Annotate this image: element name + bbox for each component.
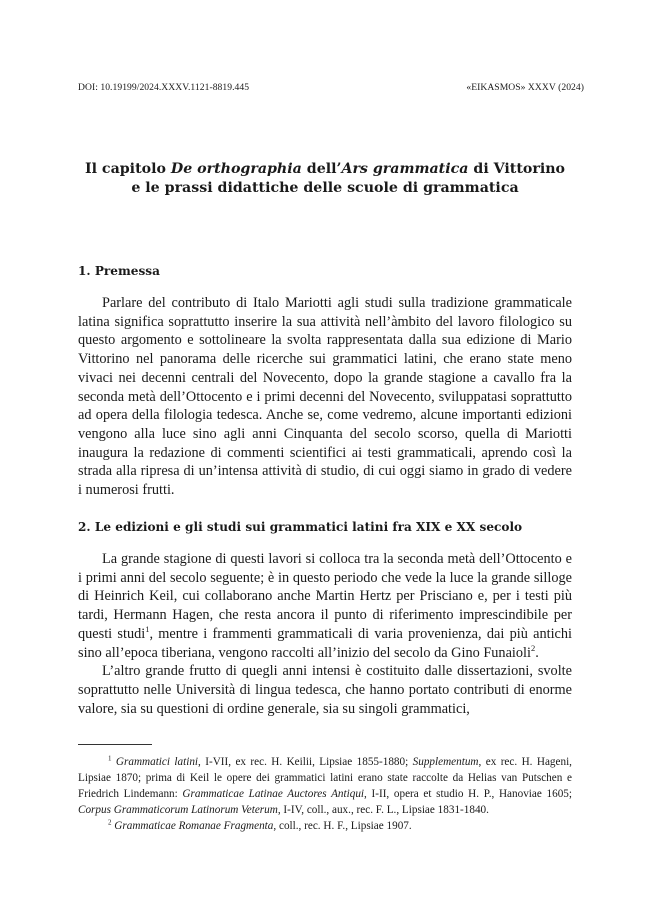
paragraph-text: La grande stagione di questi lavori si colloca tra la seconda metà dell’Ottocento e i primi anni del secolo seguente; è in questo periodo che vede la luce la grande silloge di Heinrich Keil, cui collaborano anche Martin Hertz per Prisciano e, per i testi più tardi, Hermann Hagen, che resta ancora il punto di riferimento imprescindibile per questi studi: [78, 551, 572, 642]
paragraph-text: .: [535, 644, 539, 661]
footnote-text: , ex rec. H. Hageni, Lipsiae 1870; prima di Keil le opere dei grammatici latini erano state raccolte da Helias van Putschen e Friedrich Lindemann:: [78, 756, 572, 800]
doi-text: DOI: 10.19199/2024.XXXV.1121-8819.445: [78, 82, 250, 93]
footnote-italic: Corpus Grammaticorum Latinorum Veterum: [78, 803, 278, 816]
section-heading-2: 2. Le edizioni e gli studi sui grammatici latini fra XIX e XX secolo: [78, 520, 523, 534]
article-title: [60, 160, 590, 198]
footnotes: [78, 755, 572, 835]
section-2-body: [78, 550, 572, 718]
title-text: di Vittorino: [468, 161, 566, 177]
footnote-text: , coll., rec. H. F., Lipsiae 1907.: [273, 819, 412, 832]
footnote-text: , I-VII, ex rec. H. Keilii, Lipsiae 1855-1880;: [198, 756, 413, 768]
footnote-italic: Grammaticae Romanae Fragmenta: [114, 819, 274, 832]
footnote-rule: [78, 744, 152, 745]
section-heading-1: 1. Premessa: [78, 264, 160, 278]
paragraph-text: , mentre i frammenti grammaticali di varia provenienza, dai più antichi sino all’epoca tiberiana, vengono raccolti all’inizio del secolo da Gino Funaioli: [78, 625, 573, 661]
running-head: [78, 82, 584, 93]
footnote-2: [78, 819, 572, 835]
paragraph: [78, 550, 572, 662]
footnote-number: 1: [108, 754, 112, 763]
paragraph: L’altro grande frutto di quegli anni intensi è costituito dalle dissertazioni, svolte soprattutto nelle Università di lingua tedesca, che hanno portato contributi di enorme valore, sia su questioni di ordine generale, sia su singoli grammatici,: [78, 663, 572, 717]
footnote-italic: Supplementum: [412, 756, 479, 768]
footnote-italic: Grammatici latini: [115, 756, 199, 768]
title-line-2: e le prassi didattiche delle scuole di grammatica: [131, 180, 519, 196]
title-italic: Ars grammatica: [341, 161, 469, 177]
footnote-text: , I-II, opera et studio H. P., Hanoviae 1605;: [364, 787, 572, 800]
footnote-ref-2[interactable]: 2: [531, 642, 536, 653]
footnote-ref-1[interactable]: 1: [145, 624, 150, 635]
footnote-italic: Grammaticae Latinae Auctores Antiqui: [182, 787, 365, 800]
title-text: Il capitolo: [84, 161, 171, 177]
footnote-text: , I-IV, coll., aux., rec. F. L., Lipsiae 1831-1840.: [277, 803, 489, 816]
footnote-1: [78, 755, 572, 819]
title-italic: De orthographia: [170, 161, 302, 177]
journal-info: «EIKASMOS» XXXV (2024): [466, 82, 584, 93]
footnote-number: 2: [108, 817, 112, 826]
section-1-body: [78, 294, 572, 500]
paragraph: Parlare del contributo di Italo Mariotti agli studi sulla tradizione grammaticale latina significa soprattutto inserire la sua attività nell’àmbito del lavoro filologico su questo argomento e sottolineare la svolta rappresentata dalla sua edizione di Mario Vittorino nel panorama delle ricerche sui grammatici latini, che erano state meno vivaci nei decenni centrali del Novecento, dopo la grande stagione a cavallo fra la seconda metà dell’Ottocento e i primi decenni del Novecento, sviluppatasi soprattutto ad opera della filologia tedesca. Anche se, come vedremo, alcune importanti edizioni vengono alla luce sino agli anni Cinquanta del secolo scorso, quella di Mariotti inaugura la redazione di commenti scientifici ai testi grammaticali, aprendo così la strada alla ripresa di un’intensa attività di studio, di cui oggi siamo in grado di vedere i numerosi frutti.: [78, 295, 572, 499]
title-text: dell’: [301, 161, 342, 177]
title-line-1: [60, 160, 590, 179]
